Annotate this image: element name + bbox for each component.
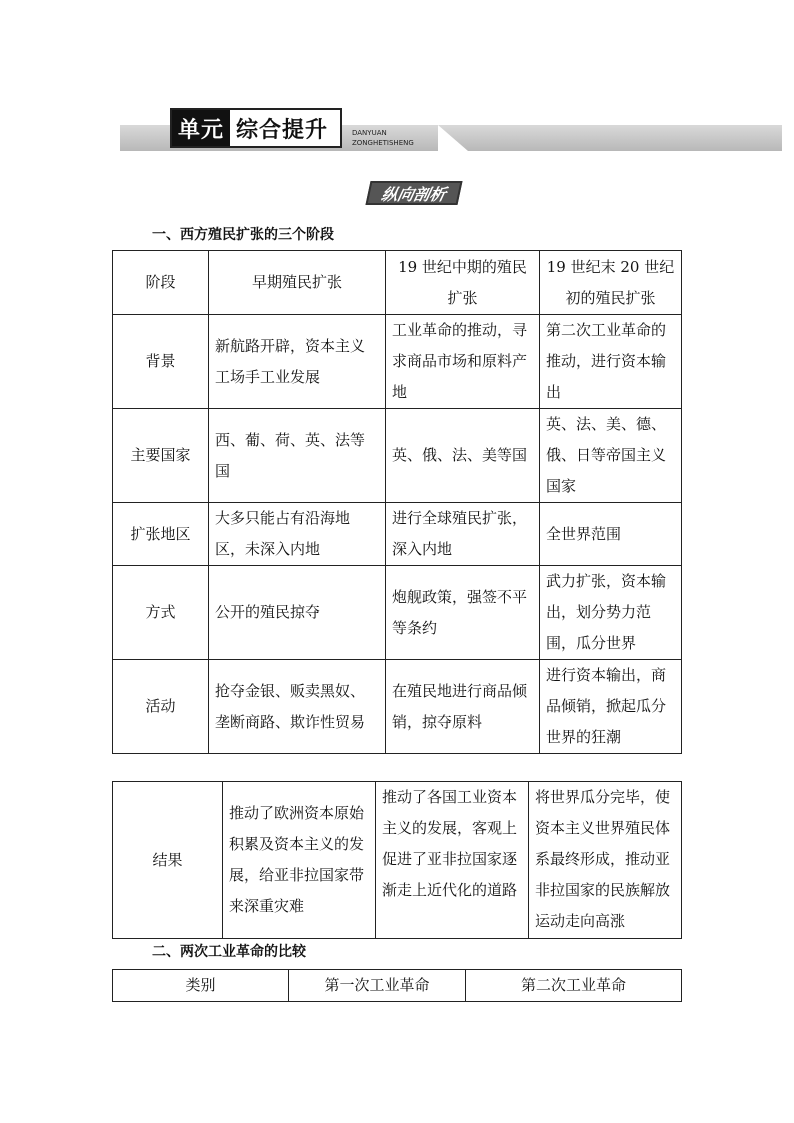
section-label: 纵向剖析 (365, 181, 462, 205)
heading-colonial-stages: 一、西方殖民扩张的三个阶段 (152, 227, 334, 243)
table-cell: 新航路开辟，资本主义工场手工业发展 (209, 315, 386, 409)
colonial-stages-table (112, 250, 682, 754)
table-row (113, 782, 682, 939)
banner-pinyin-line1: DANYUAN (352, 129, 387, 137)
table-header-cell: 类别 (113, 970, 289, 1002)
heading-industrial-revolutions: 二、两次工业革命的比较 (152, 944, 306, 960)
table-header-cell: 阶段 (113, 251, 209, 315)
table-cell: 西、葡、荷、英、法等国 (209, 409, 386, 503)
table-cell: 扩张地区 (113, 503, 209, 566)
banner-pinyin (352, 128, 414, 148)
table-row (113, 409, 682, 503)
colonial-results-table (112, 781, 682, 939)
table-cell: 背景 (113, 315, 209, 409)
table-header-cell: 第一次工业革命 (289, 970, 466, 1002)
industrial-revolution-table (112, 969, 682, 1002)
table-cell: 进行全球殖民扩张，深入内地 (386, 503, 540, 566)
table-cell: 推动了各国工业资本主义的发展，客观上促进了亚非拉国家逐渐走上近代化的道路 (376, 782, 529, 939)
unit-banner (120, 108, 782, 153)
table-row (113, 503, 682, 566)
table-cell: 第二次工业革命的推动，进行资本输出 (540, 315, 682, 409)
table-cell: 结果 (113, 782, 223, 939)
table-cell: 在殖民地进行商品倾销，掠夺原料 (386, 660, 540, 754)
table-row (113, 251, 682, 315)
table-row (113, 660, 682, 754)
table-cell: 方式 (113, 566, 209, 660)
table-row (113, 970, 682, 1002)
table-header-cell: 19 世纪中期的殖民扩张 (386, 251, 540, 315)
table-cell: 公开的殖民掠夺 (209, 566, 386, 660)
table-header-cell: 19 世纪末 20 世纪初的殖民扩张 (540, 251, 682, 315)
table-cell: 工业革命的推动，寻求商品市场和原料产地 (386, 315, 540, 409)
table-cell: 活动 (113, 660, 209, 754)
table-cell: 炮舰政策，强签不平等条约 (386, 566, 540, 660)
table-cell: 武力扩张，资本输出，划分势力范围，瓜分世界 (540, 566, 682, 660)
table-cell: 进行资本输出，商品倾销，掀起瓜分世界的狂潮 (540, 660, 682, 754)
table-cell: 主要国家 (113, 409, 209, 503)
table-row (113, 315, 682, 409)
banner-title-a: 单元 (172, 110, 230, 146)
table-row (113, 566, 682, 660)
table-header-cell: 第二次工业革命 (466, 970, 682, 1002)
banner-title-b: 综合提升 (236, 118, 329, 143)
table-header-cell: 早期殖民扩张 (209, 251, 386, 315)
table-cell: 英、法、美、德、俄、日等帝国主义国家 (540, 409, 682, 503)
banner-notch (438, 125, 468, 151)
table-cell: 将世界瓜分完毕，使资本主义世界殖民体系最终形成，推动亚非拉国家的民族解放运动走向高涨 (529, 782, 682, 939)
banner-badge (170, 108, 342, 148)
table-cell: 推动了欧洲资本原始积累及资本主义的发展，给亚非拉国家带来深重灾难 (223, 782, 376, 939)
table-cell: 大多只能占有沿海地区，未深入内地 (209, 503, 386, 566)
table-cell: 英、俄、法、美等国 (386, 409, 540, 503)
table-cell: 全世界范围 (540, 503, 682, 566)
table-cell: 抢夺金银、贩卖黑奴、垄断商路、欺诈性贸易 (209, 660, 386, 754)
banner-pinyin-line2: ZONGHETISHENG (352, 139, 414, 147)
